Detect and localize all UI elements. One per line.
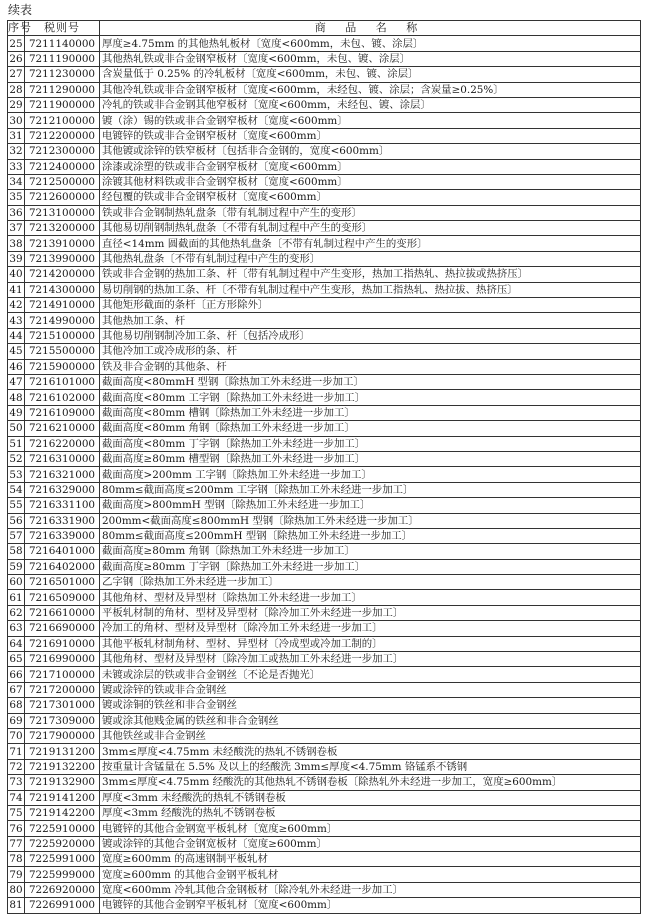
row-commodity-name: 冷轧的铁或非合金钢其他窄板材〔宽度<600mm，未经包、镀、涂层〕 [100, 97, 641, 112]
row-tariff-code: 7216109000 [25, 405, 100, 420]
row-commodity-name: 截面高度≥80mm 槽型钢〔除热加工外未经进一步加工〕 [100, 451, 641, 466]
row-serial-no: 62 [9, 607, 23, 620]
row-commodity-name: 铁或非合金钢的热加工条、杆〔带有轧制过程中产生变形，热加工指热轧、热拉拔或热挤压〕 [100, 267, 641, 282]
row-commodity-name: 镀或涂其他贱金属的铁丝和非合金钢丝 [100, 713, 641, 728]
row-tariff-code: 7215900000 [25, 359, 100, 374]
table-body [8, 36, 641, 913]
row-serial-no: 25 [9, 37, 23, 50]
row-tariff-code: 7216220000 [25, 436, 100, 451]
row-tariff-code: 7212300000 [25, 144, 100, 159]
row-commodity-name: 经包覆的铁或非合金钢窄板材〔宽度<600mm〕 [100, 190, 641, 205]
row-serial-no: 44 [9, 330, 23, 342]
row-tariff-code: 7212100000 [25, 113, 100, 128]
table-row [8, 82, 641, 97]
row-tariff-code: 7213100000 [25, 205, 100, 220]
row-tariff-code: 7216329000 [25, 482, 100, 497]
row-commodity-name: 截面高度≥80mm 丁字钢〔除热加工外未经进一步加工〕 [100, 559, 641, 574]
row-serial-no: 60 [9, 576, 23, 589]
row-commodity-name: 截面高度<80mm 角钢〔除热加工外未经进一步加工〕 [100, 421, 641, 436]
table-row [8, 821, 641, 836]
row-serial-no: 65 [9, 653, 23, 666]
row-serial-no: 42 [9, 299, 23, 312]
row-serial-no: 47 [9, 376, 23, 389]
row-serial-no: 30 [9, 114, 23, 127]
row-serial-no: 61 [9, 591, 23, 604]
row-commodity-name: 3mm≤厚度<4.75mm 未经酸洗的热轧不锈钢卷板 [100, 744, 641, 759]
row-serial-no: 66 [9, 668, 23, 681]
table-row [8, 374, 641, 389]
row-tariff-code: 7217900000 [25, 728, 100, 743]
row-serial-no: 81 [9, 899, 23, 912]
table-row [8, 113, 641, 128]
table-row [8, 159, 641, 174]
row-serial-no: 64 [9, 637, 23, 650]
table-row [8, 251, 641, 266]
row-tariff-code: 7216509000 [25, 590, 100, 605]
row-tariff-code: 7213200000 [25, 221, 100, 236]
row-tariff-code: 7219132900 [25, 775, 100, 790]
row-serial-no: 59 [9, 560, 23, 573]
row-tariff-code: 7226991000 [25, 898, 100, 913]
row-tariff-code: 7219132200 [25, 759, 100, 774]
row-tariff-code: 7216310000 [25, 451, 100, 466]
table-row [8, 652, 641, 667]
table-row [8, 667, 641, 682]
table-row [8, 451, 641, 466]
row-commodity-name: 80mm≤截面高度≤200mm 工字钢〔除热加工外未经进一步加工〕 [100, 482, 641, 497]
row-commodity-name: 镀或涂锌的其他合金钢宽板材〔宽度≥600mm〕 [100, 836, 641, 851]
row-commodity-name: 其他热轧铁或非合金钢窄板材〔宽度<600mm，未包、镀、涂层〕 [100, 51, 641, 66]
table-row [8, 51, 641, 66]
row-commodity-name: 宽度≥600mm 的高速钢制平板轧材 [100, 852, 641, 867]
row-commodity-name: 其他热轧盘条〔不带有轧制过程中产生的变形〕 [100, 251, 641, 266]
row-tariff-code: 7216501000 [25, 575, 100, 590]
row-serial-no: 34 [9, 176, 23, 189]
row-tariff-code: 7216102000 [25, 390, 100, 405]
table-row [8, 636, 641, 651]
row-serial-no: 56 [9, 514, 23, 527]
row-commodity-name: 其他冷加工或冷成形的条、杆 [100, 344, 641, 359]
table-row [8, 790, 641, 805]
row-commodity-name: 3mm≤厚度<4.75mm 经酸洗的其他热轧不锈钢卷板〔除热轧外未经进一步加工，宽度≥600mm〕 [100, 775, 641, 790]
row-commodity-name: 乙字钢〔除热加工外未经进一步加工〕 [100, 575, 641, 590]
row-commodity-name: 80mm≤截面高度≤200mmH 型钢〔除热加工外未经进一步加工〕 [100, 528, 641, 543]
table-row [8, 298, 641, 313]
table-row [8, 405, 641, 420]
row-tariff-code: 7215500000 [25, 344, 100, 359]
row-tariff-code: 7216690000 [25, 621, 100, 636]
table-row [8, 359, 641, 374]
row-tariff-code: 7216331100 [25, 498, 100, 513]
row-commodity-name: 宽度<600mm 冷轧其他合金钢板材〔除冷轧外未经进一步加工〕 [100, 882, 641, 897]
row-serial-no: 80 [9, 884, 23, 897]
row-serial-no: 75 [9, 807, 23, 820]
row-tariff-code: 7216401000 [25, 544, 100, 559]
row-serial-no: 69 [9, 714, 23, 727]
row-tariff-code: 7225999000 [25, 867, 100, 882]
row-tariff-code: 7219142200 [25, 805, 100, 820]
row-serial-no: 67 [9, 683, 23, 696]
table-row [8, 282, 641, 297]
row-commodity-name: 未镀或涂层的铁或非合金钢丝〔不论是否抛光〕 [100, 667, 641, 682]
row-serial-no: 45 [9, 345, 23, 358]
table-row [8, 267, 641, 282]
row-commodity-name: 其他易切削钢制冷加工条、杆〔包括冷成形〕 [100, 328, 641, 343]
row-serial-no: 52 [9, 453, 23, 466]
row-commodity-name: 宽度≥600mm 的其他合金钢平板轧材 [100, 867, 641, 882]
row-commodity-name: 其他矩形截面的条杆〔正方形除外〕 [100, 298, 641, 313]
row-serial-no: 40 [9, 268, 23, 281]
row-serial-no: 36 [9, 206, 23, 219]
header-serial-no: 序号 [8, 21, 32, 35]
row-commodity-name: 镀或涂铜的铁丝和非合金钢丝 [100, 698, 641, 713]
row-serial-no: 79 [9, 868, 23, 881]
row-serial-no: 63 [9, 622, 23, 635]
table-row [8, 190, 641, 205]
row-commodity-name: 其他铁丝或非合金钢丝 [100, 728, 641, 743]
table-row [8, 898, 641, 913]
row-commodity-name: 其他角材、型材及异型材〔除热加工外未经进一步加工〕 [100, 590, 641, 605]
row-serial-no: 28 [9, 83, 23, 96]
row-commodity-name: 厚度<3mm 经酸洗的热轧不锈钢卷板 [100, 805, 641, 820]
table-row [8, 528, 641, 543]
table-row [8, 498, 641, 513]
row-commodity-name: 截面高度>800mmH 型钢〔除热加工外未经进一步加工〕 [100, 498, 641, 513]
table-row [8, 682, 641, 697]
row-serial-no: 55 [9, 499, 23, 512]
table-row [8, 728, 641, 743]
row-tariff-code: 7216610000 [25, 605, 100, 620]
table-row [8, 805, 641, 820]
row-tariff-code: 7225920000 [25, 836, 100, 851]
row-serial-no: 46 [9, 360, 23, 373]
row-serial-no: 32 [9, 145, 23, 158]
row-commodity-name: 电镀锌的铁或非合金钢窄板材〔宽度<600mm〕 [100, 128, 641, 143]
table-row [8, 590, 641, 605]
table-row [8, 97, 641, 112]
header-commodity-name: 商 品 名 称 [100, 21, 641, 36]
table-caption: 续表 [8, 3, 33, 17]
table-row [8, 221, 641, 236]
row-commodity-name: 厚度≥4.75mm 的其他热轧板材〔宽度<600mm，未包、镀、涂层〕 [100, 36, 641, 51]
row-commodity-name: 涂漆或涂塑的铁或非合金钢窄板材〔宽度<600mm〕 [100, 159, 641, 174]
row-commodity-name: 电镀锌的其他合金钢窄平板轧材〔宽度<600mm〕 [100, 898, 641, 913]
row-commodity-name: 200mm<截面高度≤800mmH 型钢〔除热加工外未经进一步加工〕 [100, 513, 641, 528]
table-row [8, 559, 641, 574]
row-serial-no: 71 [9, 745, 23, 758]
row-commodity-name: 铁或非合金钢制热轧盘条〔带有轧制过程中产生的变形〕 [100, 205, 641, 220]
table-row [8, 544, 641, 559]
table-row [8, 513, 641, 528]
row-commodity-name: 镀（涂）锡的铁或非合金钢窄板材〔宽度<600mm〕 [100, 113, 641, 128]
row-commodity-name: 截面高度≥80mm 角钢〔除热加工外未经进一步加工〕 [100, 544, 641, 559]
row-tariff-code: 7225991000 [25, 852, 100, 867]
row-commodity-name: 平板轧材制的角材、型材及异型材〔除冷加工外未经进一步加工〕 [100, 605, 641, 620]
row-tariff-code: 7217309000 [25, 713, 100, 728]
table-row [8, 575, 641, 590]
row-tariff-code: 7216210000 [25, 421, 100, 436]
table-row [8, 775, 641, 790]
row-commodity-name: 截面高度<80mm 丁字钢〔除热加工外未经进一步加工〕 [100, 436, 641, 451]
row-commodity-name: 易切削钢的热加工条、杆〔不带有轧制过程中产生变形，热加工指热轧、热拉拔、热挤压〕 [100, 282, 641, 297]
row-tariff-code: 7211900000 [25, 97, 100, 112]
row-serial-no: 78 [9, 853, 23, 866]
row-commodity-name: 截面高度<80mm 工字钢〔除热加工外未经进一步加工〕 [100, 390, 641, 405]
row-tariff-code: 7225910000 [25, 821, 100, 836]
row-tariff-code: 7217301000 [25, 698, 100, 713]
table-row [8, 328, 641, 343]
row-tariff-code: 7212400000 [25, 159, 100, 174]
table-row [8, 236, 641, 251]
row-tariff-code: 7212200000 [25, 128, 100, 143]
table-row [8, 744, 641, 759]
row-commodity-name: 含炭量低于 0.25% 的冷轧板材〔宽度<600mm，未包、镀、涂层〕 [100, 67, 641, 82]
row-serial-no: 43 [9, 314, 23, 327]
row-tariff-code: 7216910000 [25, 636, 100, 651]
table-row [8, 205, 641, 220]
row-serial-no: 76 [9, 822, 23, 835]
row-serial-no: 77 [9, 837, 23, 850]
table-row [8, 605, 641, 620]
row-tariff-code: 7216990000 [25, 652, 100, 667]
row-serial-no: 54 [9, 483, 23, 496]
row-commodity-name: 其他镀或涂锌的铁窄板材〔包括非合金钢的，宽度<600mm〕 [100, 144, 641, 159]
row-serial-no: 48 [9, 391, 23, 404]
row-serial-no: 41 [9, 283, 23, 296]
table-row [8, 621, 641, 636]
row-serial-no: 51 [9, 437, 23, 450]
row-commodity-name: 其他平板轧材制角材、型材、异型材〔冷成型或冷加工制的〕 [100, 636, 641, 651]
row-serial-no: 50 [9, 422, 23, 435]
table-row [8, 144, 641, 159]
row-commodity-name: 冷加工的角材、型材及异型材〔除冷加工外未经进一步加工〕 [100, 621, 641, 636]
row-serial-no: 57 [9, 530, 23, 543]
row-tariff-code: 7216339000 [25, 528, 100, 543]
row-tariff-code: 7211190000 [25, 51, 100, 66]
commodity-table [7, 20, 641, 914]
table-row [8, 836, 641, 851]
table-row [8, 698, 641, 713]
row-commodity-name: 涂镀其他材料铁或非合金钢窄板材〔宽度<600mm〕 [100, 174, 641, 189]
row-serial-no: 29 [9, 99, 23, 112]
table-row [8, 128, 641, 143]
row-commodity-name: 其他冷轧铁或非合金钢窄板材〔宽度<600mm，未经包、镀、涂层；含炭量≥0.25%〕 [100, 82, 641, 97]
row-commodity-name: 电镀锌的其他合金钢宽平板轧材〔宽度≥600mm〕 [100, 821, 641, 836]
row-commodity-name: 截面高度>200mm 工字钢〔除热加工外未经进一步加工〕 [100, 467, 641, 482]
row-commodity-name: 其他易切削钢制热轧盘条〔不带有轧制过程中产生的变形〕 [100, 221, 641, 236]
row-commodity-name: 直径<14mm 圆截面的其他热轧盘条〔不带有轧制过程中产生的变形〕 [100, 236, 641, 251]
table-row [8, 67, 641, 82]
table-row [8, 467, 641, 482]
row-serial-no: 26 [9, 52, 23, 65]
row-commodity-name: 截面高度<80mmH 型钢〔除热加工外未经进一步加工〕 [100, 374, 641, 389]
row-commodity-name: 厚度<3mm 未经酸洗的热轧不锈钢卷板 [100, 790, 641, 805]
table-row [8, 36, 641, 51]
row-tariff-code: 7219131200 [25, 744, 100, 759]
table-row [8, 436, 641, 451]
row-serial-no: 38 [9, 237, 23, 250]
row-tariff-code: 7214300000 [25, 282, 100, 297]
row-tariff-code: 7215100000 [25, 328, 100, 343]
row-serial-no: 70 [9, 730, 23, 743]
row-commodity-name: 其他热加工条、杆 [100, 313, 641, 328]
row-serial-no: 31 [9, 129, 23, 142]
table-row [8, 852, 641, 867]
row-commodity-name: 截面高度<80mm 槽钢〔除热加工外未经进一步加工〕 [100, 405, 641, 420]
row-tariff-code: 7213990000 [25, 251, 100, 266]
row-tariff-code: 7211140000 [25, 36, 100, 51]
row-serial-no: 58 [9, 545, 23, 558]
table-row [8, 344, 641, 359]
row-tariff-code: 7216331900 [25, 513, 100, 528]
row-commodity-name: 铁及非合金钢的其他条、杆 [100, 359, 641, 374]
row-tariff-code: 7214990000 [25, 313, 100, 328]
table-row [8, 390, 641, 405]
row-tariff-code: 7214200000 [25, 267, 100, 282]
row-tariff-code: 7213910000 [25, 236, 100, 251]
row-serial-no: 68 [9, 699, 23, 712]
header-tariff-code: 税则号 [25, 21, 100, 36]
table-row [8, 421, 641, 436]
table-row [8, 867, 641, 882]
row-tariff-code: 7219141200 [25, 790, 100, 805]
row-commodity-name: 其他角材、型材及异型材〔除冷加工或热加工外未经进一步加工〕 [100, 652, 641, 667]
row-serial-no: 73 [9, 776, 23, 789]
row-tariff-code: 7211230000 [25, 67, 100, 82]
row-tariff-code: 7212600000 [25, 190, 100, 205]
table-row [8, 759, 641, 774]
row-serial-no: 74 [9, 791, 23, 804]
row-tariff-code: 7212500000 [25, 174, 100, 189]
row-serial-no: 39 [9, 253, 23, 266]
row-tariff-code: 7216402000 [25, 559, 100, 574]
table-row [8, 882, 641, 897]
table-row [8, 313, 641, 328]
row-serial-no: 33 [9, 160, 23, 173]
row-serial-no: 27 [9, 68, 23, 81]
row-commodity-name: 按重量计含锰量在 5.5% 及以上的经酸洗 3mm≤厚度<4.75mm 铬锰系不锈钢 [100, 759, 641, 774]
table-row [8, 174, 641, 189]
row-serial-no: 49 [9, 406, 23, 419]
row-tariff-code: 7216101000 [25, 374, 100, 389]
row-serial-no: 72 [9, 760, 23, 773]
row-tariff-code: 7217100000 [25, 667, 100, 682]
row-tariff-code: 7216321000 [25, 467, 100, 482]
row-tariff-code: 7214910000 [25, 298, 100, 313]
table-row [8, 482, 641, 497]
row-serial-no: 35 [9, 191, 23, 204]
row-serial-no: 53 [9, 468, 23, 481]
row-tariff-code: 7226920000 [25, 882, 100, 897]
row-serial-no: 37 [9, 222, 23, 235]
table-row [8, 713, 641, 728]
row-tariff-code: 7217200000 [25, 682, 100, 697]
table-header-row [8, 21, 641, 36]
row-commodity-name: 镀或涂锌的铁或非合金钢丝 [100, 682, 641, 697]
row-tariff-code: 7211290000 [25, 82, 100, 97]
